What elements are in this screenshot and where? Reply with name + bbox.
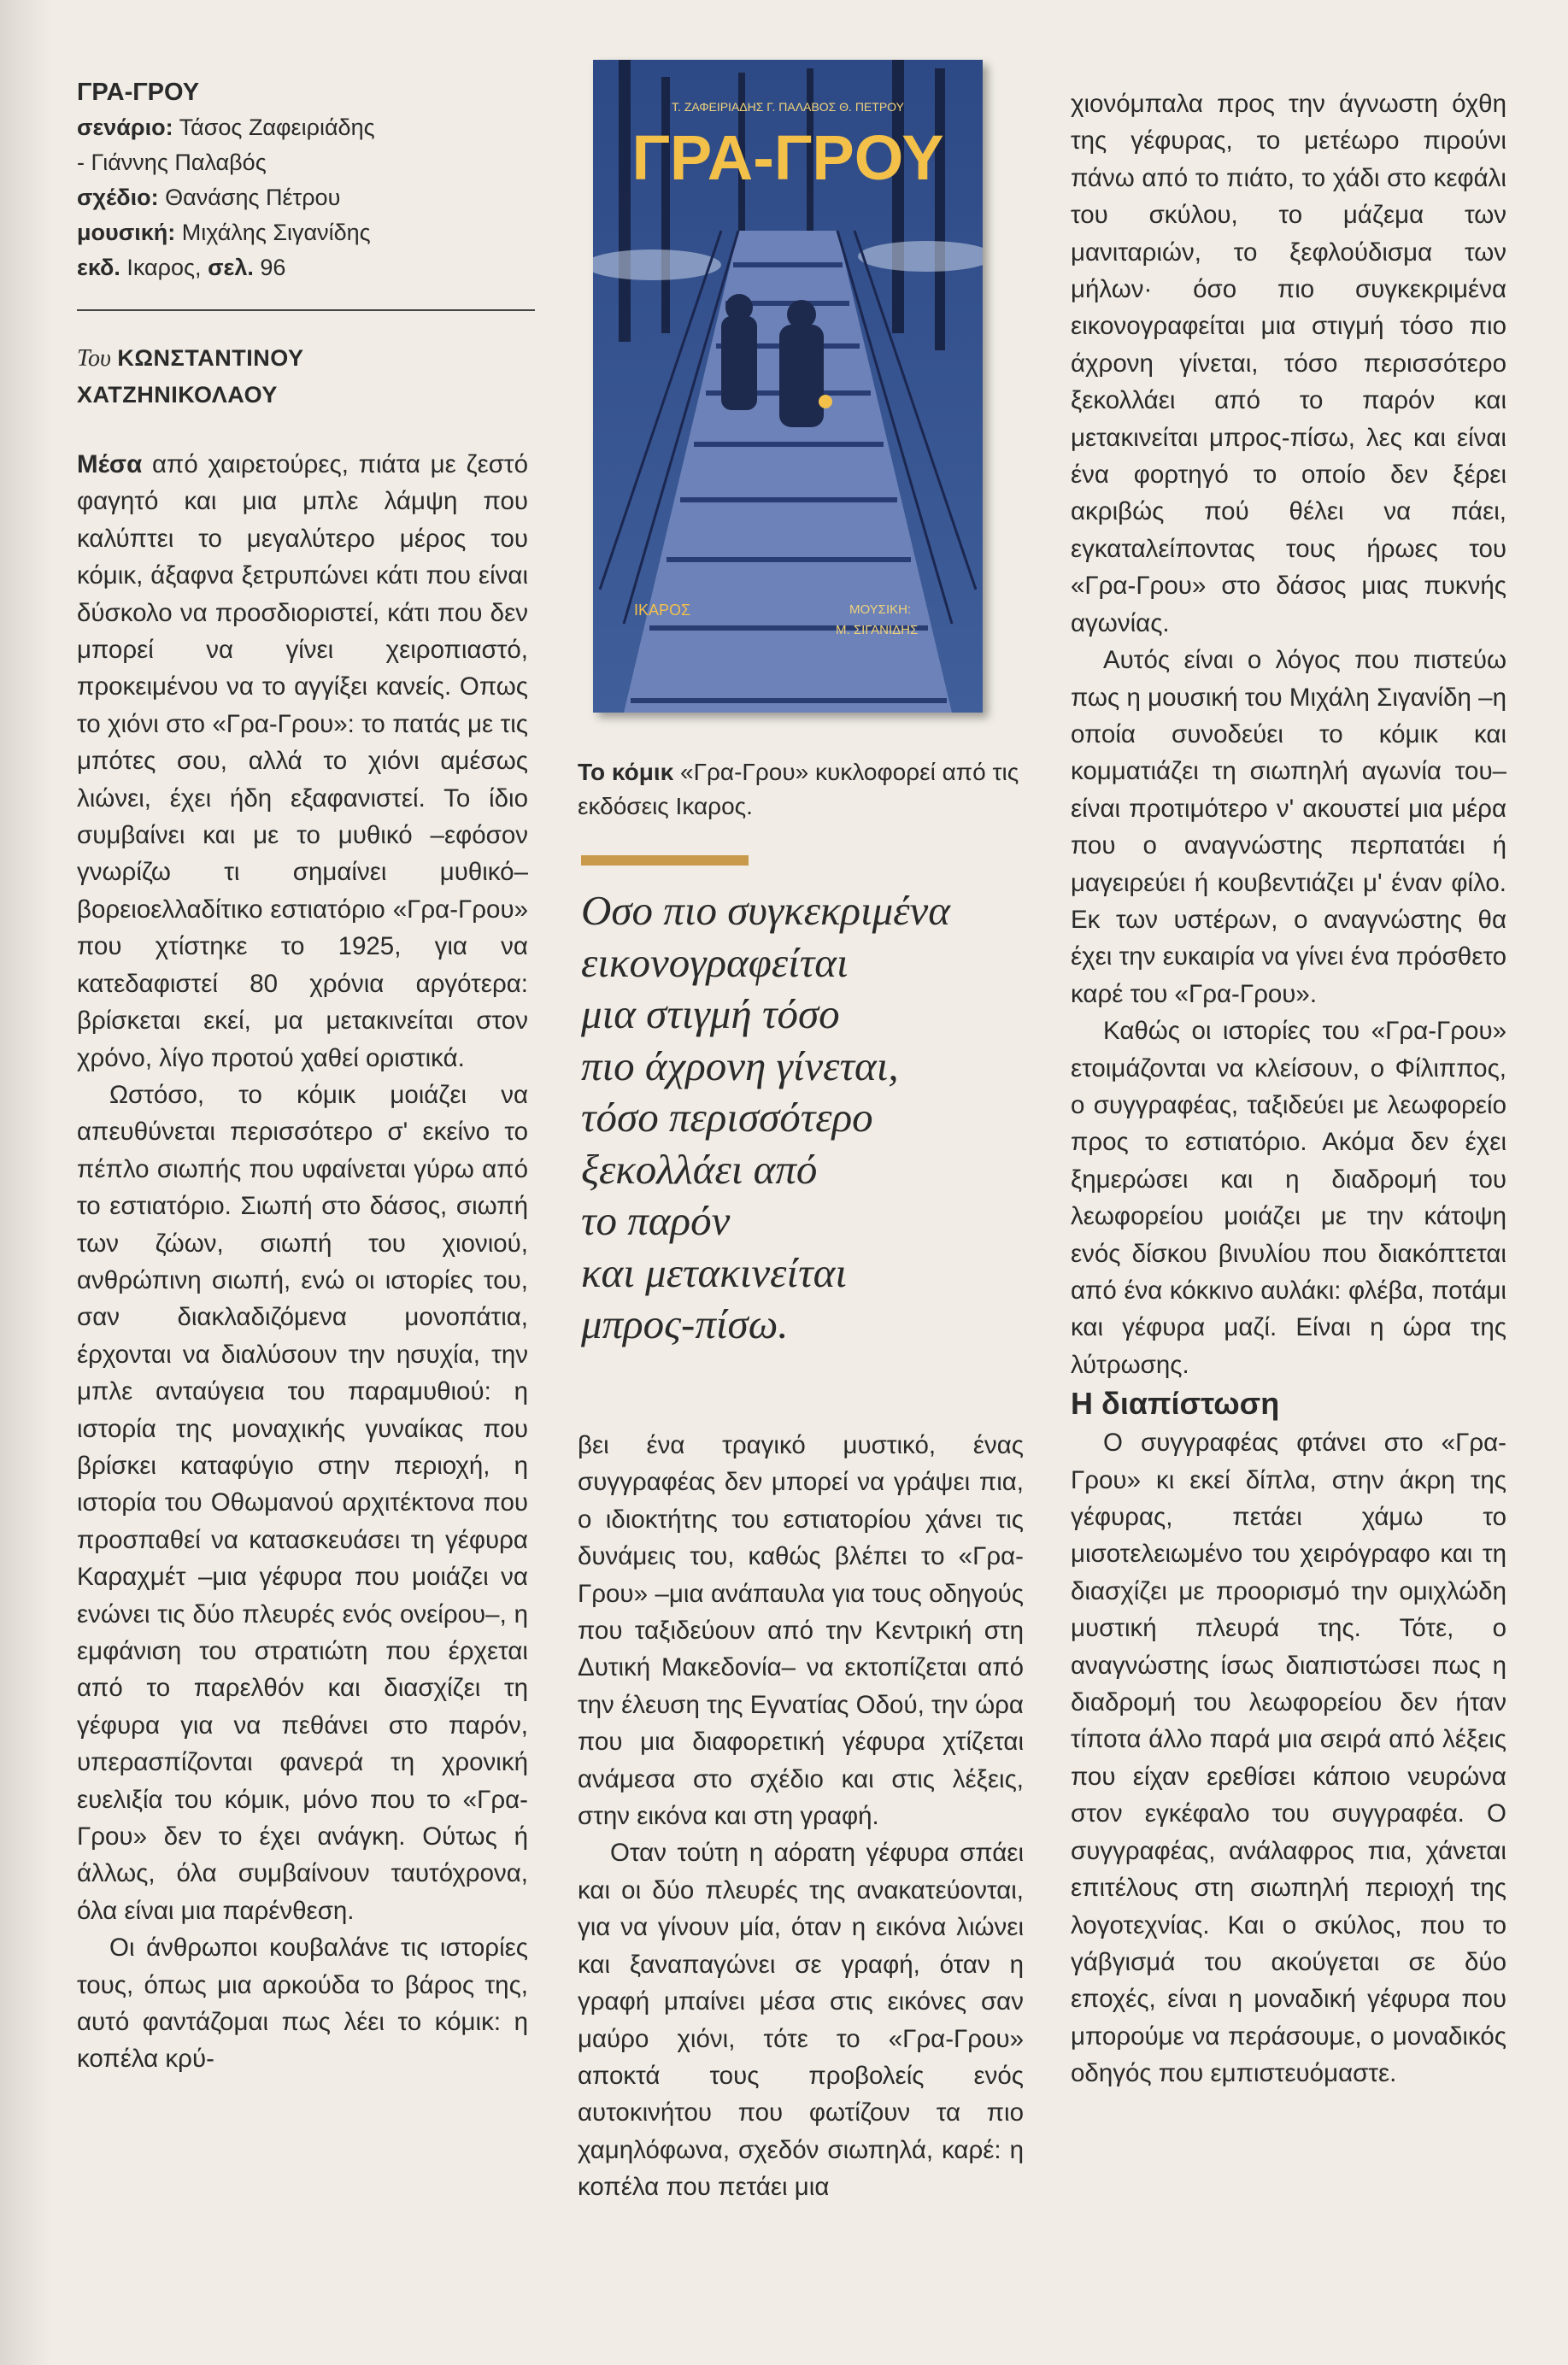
paper-shadow bbox=[0, 0, 51, 2365]
pullquote-line: μπρος-πίσω. bbox=[581, 1300, 789, 1347]
pullquote-line: πιο άχρονη γίνεται, bbox=[581, 1042, 899, 1089]
credit-scenario bbox=[77, 110, 538, 145]
cover-music-name: Μ. ΣΙΓΑΝΙΔΗΣ bbox=[836, 623, 919, 637]
lead-word: Μέσα bbox=[77, 450, 143, 478]
divider bbox=[77, 309, 535, 311]
credit-label: σενάριο: bbox=[77, 114, 173, 140]
article-column-3 bbox=[1071, 85, 1506, 2092]
cover-authors: Τ. ΖΑΦΕΙΡΙΑΔΗΣ Γ. ΠΑΛΑΒΟΣ Θ. ΠΕΤΡΟΥ bbox=[672, 100, 904, 114]
book-credits bbox=[77, 75, 538, 285]
paragraph-text: από χαιρετούρες, πιάτα με ζεστό φαγητό και μια μπλε λάμψη που καλύπτει το μεγαλύτερο μέρος του κόμικ, άξαφνα ξετρυπώνει κάτι που είναι δύσκολο να προσδιοριστεί, κάτι που δεν μπορεί να γίνει χειροπιαστό, προκειμένου να το αγγίξει κανείς. Οπως το χιόνι στο «Γρα-Γρου»: το πατάς με τις μπότες σου, αλλά το χιόνι αμέσως λιώνει, έχει ήδη εξαφανιστεί. Το ίδιο συμβαίνει και με το μυθικό –εφόσον γνωρίζω τι σημαίνει μυθικό– βορειοελλαδίτικο εστιατόριο «Γρα-Γρου» που χτίστηκε το 1925, για να κατεδαφιστεί 80 χρόνια αργότερα: βρίσκεται εκεί, μα μετακινείται στον χρόνο, λίγο προτού χαθεί οριστικά. bbox=[77, 450, 528, 1072]
credit-value: Ικαρος, bbox=[126, 255, 202, 280]
paragraph bbox=[77, 446, 528, 1077]
caption-bold: Το κόμικ bbox=[578, 759, 674, 785]
pullquote-line: τόσο περισσότερο bbox=[581, 1094, 873, 1141]
paragraph: χιονόμπαλα προς την άγνωστη όχθη της γέφυρας, το μετέωρο πιρούνι πάνω από το πιάτο, το χάδι στο κεφάλι του σκύλου, το μάζεμα των μανιταριών, το ξεφλούδισμα των μήλων· όσο πιο συγκεκριμένα εικονογραφείται μια στιγμή τόσο πιο άχρονη γίνεται, τόσο περισσότερο ξεκολλάει από το παρόν και μετακινείται μπρος-πίσω, λες και είναι ένα φορτηγό το οποίο δεν ξέρει ακριβώς πού θέλει να πάει, εγκαταλείποντας τους ήρωες του «Γρα-Γρου» στο δάσος μιας πυκνής αγωνίας. bbox=[1071, 90, 1506, 637]
pullquote-accent-bar bbox=[581, 855, 749, 866]
credit-drawing bbox=[77, 180, 538, 215]
paragraph: Οταν τούτη η αόρατη γέφυρα σπάει και οι δύο πλευρές της ανακατεύονται, για να γίνουν μία, όταν η εικόνα λιώνει και ξαναπαγώνει σε γραφή, όταν η γραφή μπαίνει μέσα στις εικόνες σαν μαύρο χιόνι, τότε το «Γρα-Γρου» αποκτά τους προβολείς ενός αυτοκινήτου που φωτίζουν τα πιο χαμηλόφωνα, σχεδόν σιωπηλά, καρέ: η κοπέλα που πετάει μια bbox=[578, 1839, 1024, 2202]
credit-label: εκδ. bbox=[77, 255, 120, 280]
pullquote-line: το παρόν bbox=[581, 1197, 731, 1244]
subheading: Η διαπίστωση bbox=[1071, 1386, 1280, 1422]
cover-caption bbox=[578, 755, 1039, 824]
pullquote bbox=[581, 885, 1042, 1351]
book-cover-image bbox=[593, 60, 983, 713]
article-column-2 bbox=[578, 1427, 1024, 2206]
paragraph: Αυτός είναι ο λόγος που πιστεύω πως η μουσική του Μιχάλη Σιγανίδη –η οποία συνοδεύει το κόμικ και κομματιάζει τη σιωπηλή αγωνία του– είναι προτιμότερο ν' ακουστεί μια μέρα που ο αναγνώστης περπατάει ή μαγειρεύει ή κουβεντιάζει μ' έναν φίλο. Εκ των υστέρων, ο αναγνώστης θα έχει την ευκαιρία να γίνει ένα πρόσθετο καρέ του «Γρα-Γρου». bbox=[1071, 646, 1506, 1008]
paragraph: βει ένα τραγικό μυστικό, ένας συγγραφέας δεν μπορεί να γράψει πια, ο ιδιοκτήτης του εστιατορίου χάνει τις δυνάμεις του, καθώς βλέπει το «Γρα-Γρου» –μια ανάπαυλα για τους οδηγούς που ταξιδεύουν από την Κεντρική στη Δυτική Μακεδονία– να εκτοπίζεται από την έλευση της Εγνατίας Οδού, την ώρα που μια διαφορετική γέφυρα χτίζεται ανάμεσα στο σχέδιο και στις λέξεις, στην εικόνα και στη γραφή. bbox=[578, 1431, 1024, 1831]
book-title: ΓΡΑ-ΓΡΟΥ bbox=[77, 79, 200, 106]
cover-title: ΓΡΑ-ΓΡΟΥ bbox=[631, 122, 944, 193]
byline-author-1: ΚΩΝΣΤΑΝΤΙΝΟΥ bbox=[117, 345, 304, 371]
paragraph: Ωστόσο, το κόμικ μοιάζει να απευθύνεται περισσότερο σ' εκείνο το πέπλο σιωπής που υφαίνεται γύρω από το εστιατόριο. Σιωπή στο δάσος, σιωπή των ζώων, σιωπή του χιονιού, ανθρώπινη σιωπή, ενώ οι ιστορίες του, σαν διακλαδιζόμενα μονοπάτια, έρχονται να διαλύσουν την ησυχία, την μπλε ανταύγεια του παραμυθιού: η ιστορία της μοναχικής γυναίκας που βρίσκει καταφύγιο στην περιοχή, η ιστορία του Οθωμανού αρχιτέκτονα που προσπαθεί να κατασκευάσει τη γέφυρα Καραχμέτ –μια γέφυρα που μοιάζει να ενώνει τις δύο πλευρές ενός ονείρου–, η εμφάνιση του στρατιώτη που έρχεται από το παρελθόν και διασχίζει τη γέφυρα για να πεθάνει στο παρόν, υπερασπίζονται φανερά τη χρονική ευελιξία του κόμικ, μόνο που το «Γρα-Γρου» δεν το έχει ανάγκη. Ούτως ή άλλως, όλα συμβαίνουν ταυτόχρονα, όλα είναι μια παρένθεση. bbox=[77, 1080, 528, 1925]
credit-publisher bbox=[77, 250, 538, 285]
paragraph: Οι άνθρωποι κουβαλάνε τις ιστορίες τους, όπως μια αρκούδα το βάρος της, αυτό φαντάζομαι πως λέει το κόμικ: η κοπέλα κρύ- bbox=[77, 1934, 528, 2074]
credit-music bbox=[77, 215, 538, 250]
caption-text: «Γρα-Γρου» κυκλοφορεί από τις εκδόσεις Ικαρος. bbox=[578, 759, 1019, 819]
credit-value: 96 bbox=[260, 255, 286, 280]
credit-label: μουσική: bbox=[77, 220, 176, 245]
cover-music-label: ΜΟΥΣΙΚΗ: bbox=[849, 602, 912, 617]
pullquote-line: εικονογραφείται bbox=[581, 938, 849, 986]
pullquote-line: και μετακινείται bbox=[581, 1248, 847, 1296]
cover-illustration bbox=[593, 60, 983, 713]
byline bbox=[77, 340, 538, 413]
credit-value: Μιχάλης Σιγανίδης bbox=[181, 220, 371, 245]
paragraph: Καθώς οι ιστορίες του «Γρα-Γρου» ετοιμάζονται να κλείσουν, ο Φίλιππος, ο συγγραφέας, ταξιδεύει με λεωφορείο προς το εστιατόριο. Ακόμα δεν έχει ξημερώσει και η διαδρομή του λεωφορείου μοιάζει με την κάτοψη ενός δίσκου βινυλίου που διακόπτεται από ένα κόκκινο αυλάκι: φλέβα, ποτάμι και γέφυρα μαζί. Είναι η ώρα της λύτρωσης. bbox=[1071, 1017, 1506, 1379]
credit-value: Τάσος Ζαφειριάδης bbox=[179, 114, 375, 140]
pullquote-line: Οσο πιο συγκεκριμένα bbox=[581, 887, 951, 934]
credit-label: σελ. bbox=[208, 255, 254, 280]
credit-value: Θανάσης Πέτρου bbox=[165, 185, 341, 210]
credit-label: σχέδιο: bbox=[77, 185, 159, 210]
byline-author-2: ΧΑΤΖΗΝΙΚΟΛΑΟΥ bbox=[77, 382, 278, 408]
credit-value: - Γιάννης Παλαβός bbox=[77, 150, 267, 175]
pullquote-line: μια στιγμή τόσο bbox=[581, 990, 840, 1037]
pullquote-line: ξεκολλάει από bbox=[581, 1145, 818, 1193]
byline-prefix: Του bbox=[77, 345, 111, 372]
cover-publisher: ΙΚΑΡΟΣ bbox=[634, 602, 691, 619]
paragraph: Ο συγγραφέας φτάνει στο «Γρα-Γρου» κι εκεί δίπλα, στην άκρη της γέφυρας, πετάει χάμω το μισοτελειωμένο του χειρόγραφο και τη διασχίζει με προορισμό την ομιχλώδη μυστική πλευρά της. Τότε, ο αναγνώστης ίσως διαπιστώσει πως η διαδρομή του λεωφορείου δεν ήταν τίποτα άλλο παρά μια σειρά από λέξεις που είχαν ερεθίσει κάποιο νευρώνα στον εγκέφαλο του συγγραφέα. Ο συγγραφέας, ανάλαφρος πια, χάνεται επιτέλους στη σιωπηλή περιοχή της λογοτεχνίας. Και ο σκύλος, που το γάβγισμά του ακούγεται σε δύο εποχές, είναι η μοναδική γέφυρα που μπορούμε να περάσουμε, ο μοναδικός οδηγός που εμπιστευόμαστε. bbox=[1071, 1429, 1506, 2088]
article-column-1 bbox=[77, 446, 528, 2078]
